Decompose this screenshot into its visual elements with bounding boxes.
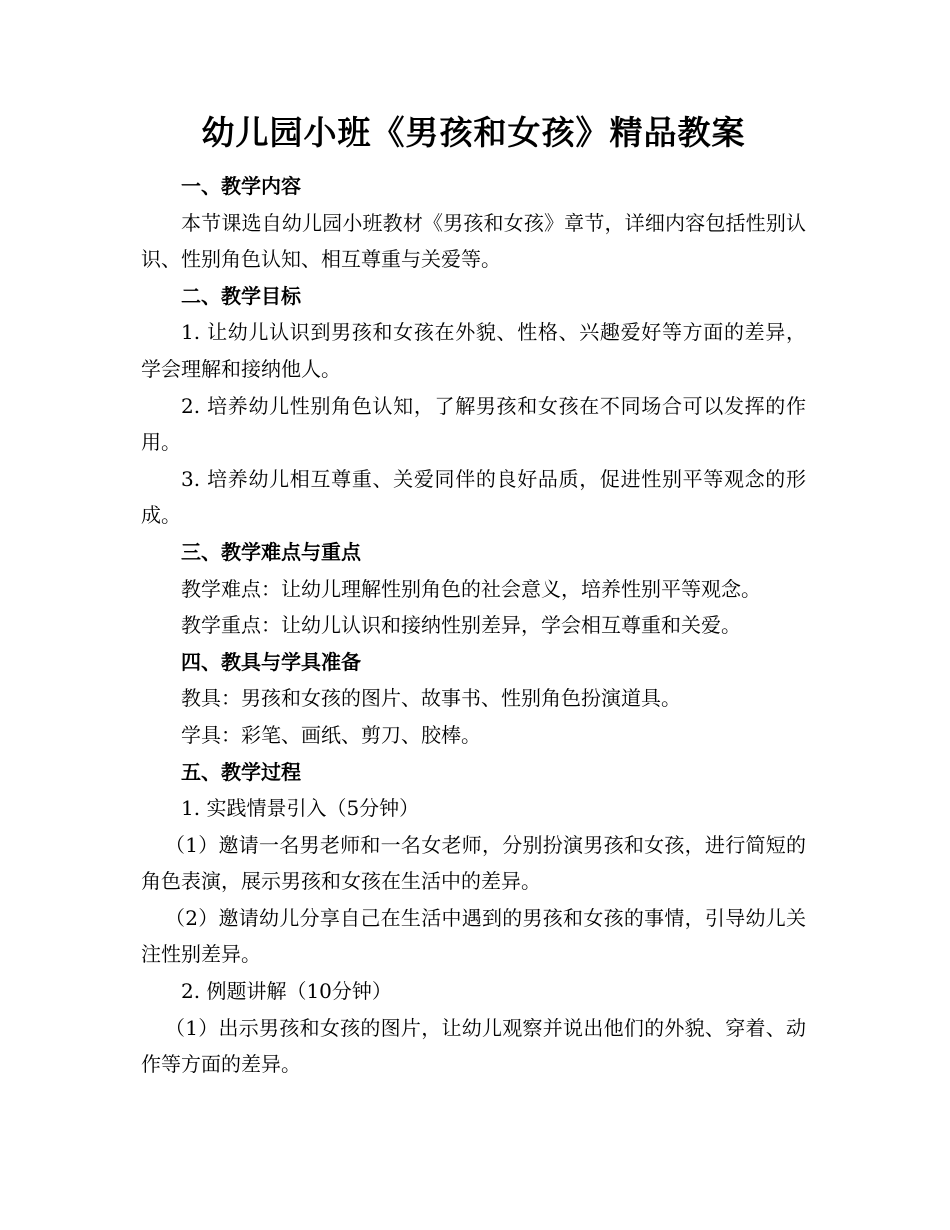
section-heading-content: 一、教学内容 xyxy=(181,174,301,198)
document-page xyxy=(141,108,806,1083)
paragraph-step-1: 1. 实践情景引入（5分钟） xyxy=(181,796,420,821)
paragraph-keypoint: 教学重点：让幼儿认识和接纳性别差异，学会相互尊重和关爱。 xyxy=(181,613,741,638)
document-title: 幼儿园小班《男孩和女孩》精品教案 xyxy=(201,113,746,152)
paragraph-teaching-aids: 教具：男孩和女孩的图片、故事书、性别角色扮演道具。 xyxy=(181,686,681,711)
paragraph-objective-1: 1. 让幼儿认识到男孩和女孩在外貌、性格、兴趣爱好等方面的差异，学会理解和接纳他人。 xyxy=(141,320,806,381)
paragraph-learning-aids: 学具：彩笔、画纸、剪刀、胶棒。 xyxy=(181,722,481,747)
paragraph-step-2: 2. 例题讲解（10分钟） xyxy=(181,979,392,1004)
paragraph-difficulty: 教学难点：让幼儿理解性别角色的社会意义，培养性别平等观念。 xyxy=(181,576,761,601)
section-heading-difficulties: 三、教学难点与重点 xyxy=(181,539,361,564)
paragraph-objective-2: 2. 培养幼儿性别角色认知，了解男孩和女孩在不同场合可以发挥的作用。 xyxy=(141,393,806,455)
section-heading-objectives: 二、教学目标 xyxy=(181,283,301,308)
paragraph-step-2-sub-1: （1）出示男孩和女孩的图片，让幼儿观察并说出他们的外貌、穿着、动作等方面的差异。 xyxy=(141,1015,806,1077)
paragraph-step-1-sub-2: （2）邀请幼儿分享自己在生活中遇到的男孩和女孩的事情，引导幼儿关注性别差异。 xyxy=(141,905,806,967)
paragraph-objective-3: 3. 培养幼儿相互尊重、关爱同伴的良好品质，促进性别平等观念的形成。 xyxy=(141,466,806,528)
section-heading-materials: 四、教具与学具准备 xyxy=(181,649,361,674)
paragraph-step-1-sub-1: （1）邀请一名男老师和一名女老师，分别扮演男孩和女孩，进行简短的角色表演，展示男孩和女孩在生活中的差异。 xyxy=(141,832,806,894)
section-heading-process: 五、教学过程 xyxy=(181,759,301,784)
paragraph-content: 本节课选自幼儿园小班教材《男孩和女孩》章节，详细内容包括性别认识、性别角色认知、相互尊重与关爱等。 xyxy=(141,210,806,272)
